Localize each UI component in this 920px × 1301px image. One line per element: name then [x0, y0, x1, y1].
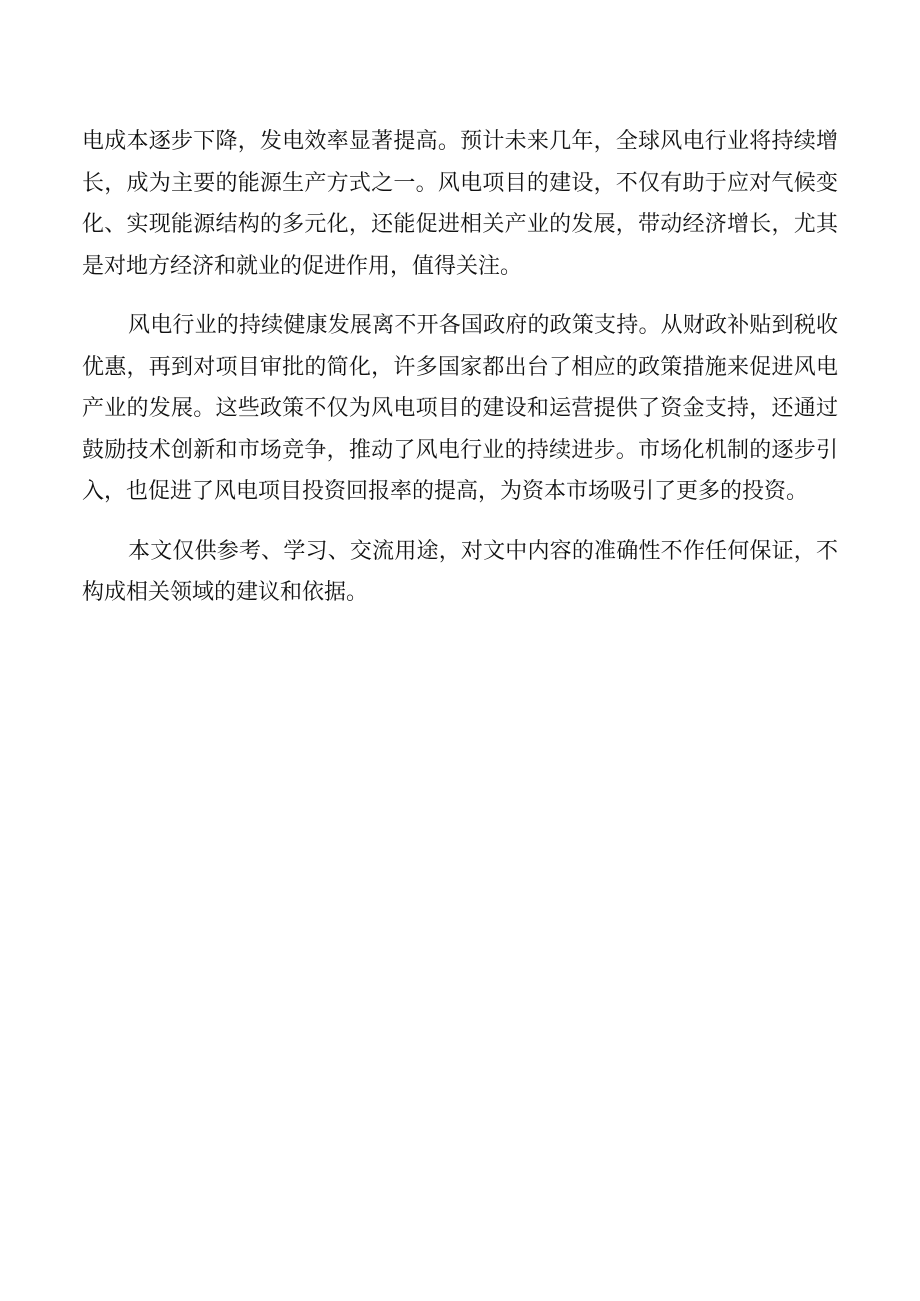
paragraph-continuation: 电成本逐步下降，发电效率显著提高。预计未来几年，全球风电行业将持续增长，成为主要的能源生产方式之一。风电项目的建设，不仅有助于应对气候变化、实现能源结构的多元化，还能促进相关产业的发展，带动经济增长，尤其是对地方经济和就业的促进作用，值得关注。: [82, 129, 838, 279]
paragraph-policy-support: 风电行业的持续健康发展离不开各国政府的政策支持。从财政补贴到税收优惠，再到对项目审批的简化，许多国家都出台了相应的政策措施来促进风电产业的发展。这些政策不仅为风电项目的建设和运营提供了资金支持，还通过鼓励技术创新和市场竞争，推动了风电行业的持续进步。市场化机制的逐步引入，也促进了风电项目投资回报率的提高，为资本市场吸引了更多的投资。: [82, 313, 838, 504]
document-body: [82, 121, 838, 632]
paragraph-disclaimer: 本文仅供参考、学习、交流用途，对文中内容的准确性不作任何保证，不构成相关领域的建议和依据。: [82, 538, 838, 605]
